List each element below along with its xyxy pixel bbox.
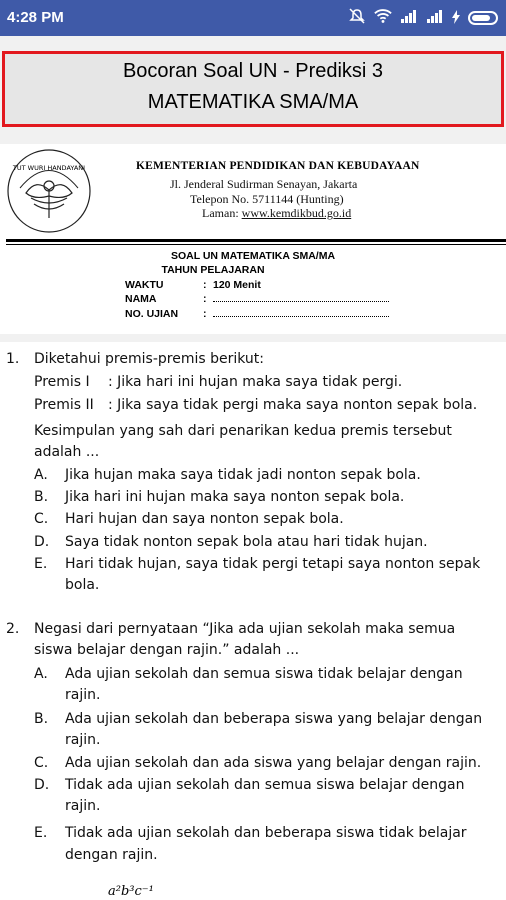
option-text[interactable]: Tidak ada ujian sekolah dan beberapa siswa tidak belajar: [65, 825, 467, 841]
next-question-preview: [0, 882, 506, 900]
option-text[interactable]: Ada ujian sekolah dan semua siswa tidak belajar dengan: [65, 666, 463, 682]
wifi-icon: [374, 8, 392, 28]
question-prompt: Kesimpulan yang sah dari penarikan kedua premis tersebut: [34, 423, 452, 439]
exam-number-row: NO. UJIAN :: [125, 308, 389, 320]
signal-1-icon: [400, 8, 418, 28]
ministry-address: Jl. Jenderal Sudirman Senayan, Jakarta: [170, 177, 358, 191]
name-blank: [213, 293, 389, 302]
banner-subtitle: MATEMATIKA SMA/MA: [147, 91, 359, 113]
website-link[interactable]: www.kemdikbud.go.id: [241, 206, 352, 220]
name-label: NAMA: [125, 293, 157, 305]
option-text-cont: rajin.: [65, 798, 101, 814]
website-label: Laman:: [202, 206, 242, 220]
option-text[interactable]: Ada ujian sekolah dan beberapa siswa yang belajar dengan: [65, 711, 483, 727]
option-letter: D.: [34, 777, 50, 793]
question-stem: Diketahui premis-premis berikut:: [34, 351, 264, 367]
signal-2-icon: [426, 8, 444, 28]
time-label: WAKTU: [125, 279, 164, 291]
question-stem-cont: siswa belajar dengan rajin.” adalah ...: [34, 642, 300, 658]
option-text-cont: bola.: [65, 577, 100, 593]
ministry-website: [202, 206, 351, 221]
question-number: 1.: [6, 351, 20, 367]
ministry-phone: Telepon No. 5711144 (Hunting): [190, 192, 344, 206]
status-icons: [348, 8, 498, 28]
option-letter: D.: [34, 534, 50, 550]
premise-1-text: : Jika hari ini hujan maka saya tidak pergi.: [108, 374, 403, 390]
exam-year: TAHUN PELAJARAN: [161, 264, 265, 276]
premise-2-text: : Jika saya tidak pergi maka saya nonton sepak bola.: [108, 397, 478, 413]
letterhead: [0, 144, 506, 334]
premise-1-label: Premis I: [34, 374, 90, 390]
option-letter: E.: [34, 825, 48, 841]
option-text-cont: dengan rajin.: [65, 847, 158, 863]
ministry-name: KEMENTERIAN PENDIDIKAN DAN KEBUDAYAAN: [136, 160, 420, 172]
question-number: 2.: [6, 621, 20, 637]
logo-text: TUT WURI HANDAYANI: [12, 164, 86, 172]
option-letter: C.: [34, 511, 49, 527]
option-text[interactable]: Tidak ada ujian sekolah dan semua siswa belajar dengan: [65, 777, 465, 793]
option-text[interactable]: Ada ujian sekolah dan ada siswa yang belajar dengan rajin.: [65, 755, 482, 771]
formula-fragment: a²b³c⁻¹: [108, 884, 154, 899]
option-text[interactable]: Hari tidak hujan, saya tidak pergi tetapi saya nonton sepak: [65, 556, 481, 572]
option-letter: A.: [34, 467, 48, 483]
question-prompt-cont: adalah ...: [34, 444, 100, 460]
option-text[interactable]: Jika hujan maka saya tidak jadi nonton sepak bola.: [65, 467, 421, 483]
option-letter: B.: [34, 711, 49, 727]
option-text-cont: rajin.: [65, 732, 101, 748]
option-letter: E.: [34, 556, 48, 572]
header-rule-thin: [6, 244, 506, 245]
battery-icon: [468, 11, 498, 25]
exam-title: SOAL UN MATEMATIKA SMA/MA: [170, 250, 336, 262]
option-text[interactable]: Saya tidak nonton sepak bola atau hari tidak hujan.: [65, 534, 428, 550]
exam-name-row: NAMA :: [125, 293, 389, 305]
premise-2-label: Premis II: [34, 397, 94, 413]
questions-page: [0, 342, 506, 882]
exam-time-row: WAKTU : 120 Menit: [125, 279, 261, 291]
option-text-cont: rajin.: [65, 687, 101, 703]
option-letter: A.: [34, 666, 48, 682]
option-text[interactable]: Hari hujan dan saya nonton sepak bola.: [65, 511, 344, 527]
status-bar: [0, 0, 506, 36]
clock: 4:28 PM: [7, 9, 64, 26]
option-text[interactable]: Jika hari ini hujan maka saya nonton sepak bola.: [65, 489, 405, 505]
mute-bell-icon: [348, 8, 366, 28]
question-stem: Negasi dari pernyataan “Jika ada ujian sekolah maka semua: [34, 621, 456, 637]
number-label: NO. UJIAN: [125, 308, 179, 320]
option-letter: C.: [34, 755, 49, 771]
header-rule-thick: [6, 239, 506, 242]
time-value: 120 Menit: [213, 279, 261, 291]
tut-wuri-handayani-logo: [6, 148, 92, 234]
number-blank: [213, 308, 389, 317]
banner-title: Bocoran Soal UN - Prediksi 3: [122, 60, 384, 82]
title-banner: [2, 51, 504, 127]
charging-icon: [452, 9, 460, 28]
option-letter: B.: [34, 489, 49, 505]
